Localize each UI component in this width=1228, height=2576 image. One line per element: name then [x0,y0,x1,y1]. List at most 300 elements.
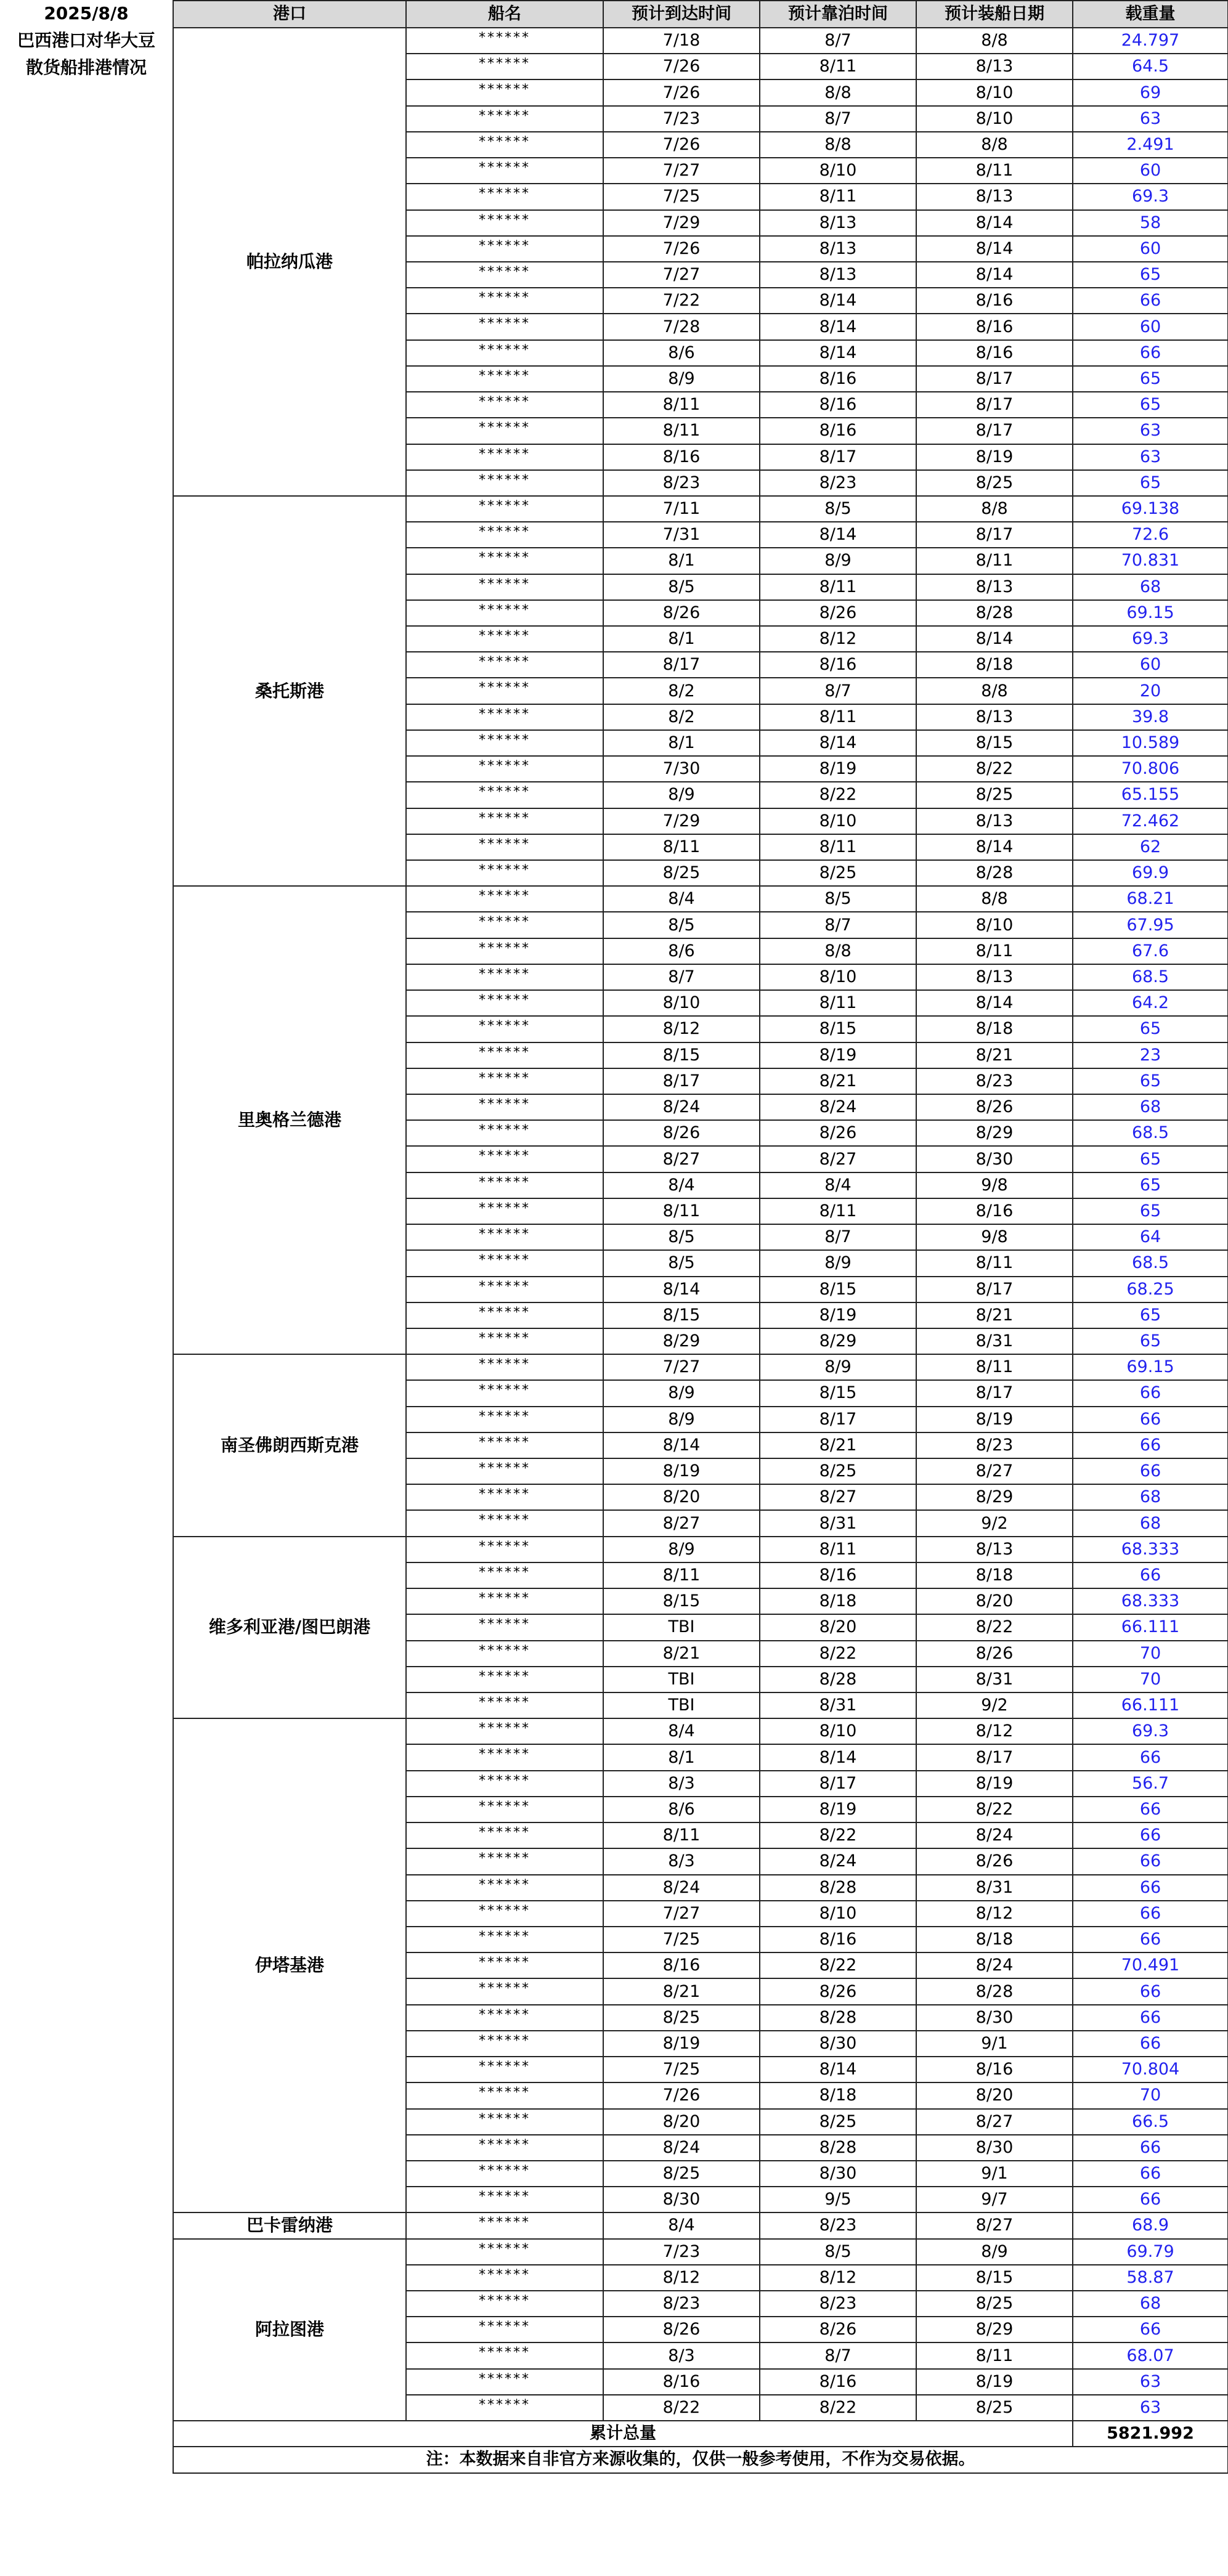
etb-cell: 8/10 [760,1718,916,1744]
eta-cell: 7/29 [603,808,760,834]
title-block [0,0,173,81]
etb-cell: 8/19 [760,1042,916,1068]
etl-cell: 8/17 [916,392,1073,418]
weight-cell: 67.6 [1073,938,1228,964]
eta-cell: 8/4 [603,1718,760,1744]
etl-cell: 8/18 [916,652,1073,678]
etb-cell: 8/13 [760,236,916,262]
etl-cell: 8/8 [916,28,1073,54]
etl-cell: 8/27 [916,1458,1073,1484]
etl-cell: 8/30 [916,2005,1073,2031]
ship-name-cell: ****** [406,1952,603,1978]
etb-cell: 9/5 [760,2187,916,2212]
weight-cell: 66 [1073,2187,1228,2212]
etb-cell: 8/27 [760,1146,916,1172]
weight-cell: 63 [1073,2369,1228,2395]
eta-cell: 8/11 [603,1198,760,1224]
report-date: 2025/8/8 [44,3,129,23]
etl-cell: 8/20 [916,1588,1073,1614]
etb-cell: 8/7 [760,2342,916,2368]
ship-name-cell: ****** [406,1588,603,1614]
ship-name-cell: ****** [406,756,603,782]
weight-cell: 66 [1073,1797,1228,1822]
etl-cell: 8/11 [916,548,1073,574]
etl-cell: 8/21 [916,1302,1073,1328]
eta-cell: TBI [603,1692,760,1718]
etb-cell: 8/22 [760,782,916,808]
weight-cell: 67.95 [1073,912,1228,938]
weight-cell: 70 [1073,2082,1228,2108]
eta-cell: 7/27 [603,1901,760,1927]
ship-name-cell: ****** [406,262,603,288]
ship-name-cell: ****** [406,132,603,158]
ship-name-cell: ****** [406,79,603,105]
etl-cell: 8/31 [916,1328,1073,1354]
eta-cell: 7/26 [603,54,760,79]
etb-cell: 8/21 [760,1068,916,1094]
etb-cell: 8/11 [760,1537,916,1562]
weight-cell: 70.804 [1073,2057,1228,2082]
etl-cell: 8/28 [916,860,1073,886]
weight-cell: 70.491 [1073,1952,1228,1978]
etb-cell: 8/10 [760,808,916,834]
etb-cell: 8/13 [760,262,916,288]
etl-cell: 8/19 [916,444,1073,470]
weight-cell: 58 [1073,210,1228,236]
ship-name-cell: ****** [406,418,603,444]
table-row [173,2239,1228,2265]
etb-cell: 8/18 [760,1588,916,1614]
etb-cell: 8/16 [760,392,916,418]
etl-cell: 8/27 [916,2109,1073,2135]
table-row [173,28,1228,54]
etb-cell: 8/15 [760,1380,916,1406]
eta-cell: 8/4 [603,2212,760,2238]
etl-cell: 8/29 [916,1120,1073,1146]
eta-cell: 8/10 [603,990,760,1016]
eta-cell: 8/26 [603,1120,760,1146]
etb-cell: 8/28 [760,1875,916,1901]
eta-cell: 8/1 [603,548,760,574]
etb-cell: 8/14 [760,340,916,366]
eta-cell: 8/5 [603,1224,760,1250]
eta-cell: 8/14 [603,1432,760,1458]
ship-name-cell: ****** [406,1771,603,1797]
eta-cell: 7/27 [603,158,760,184]
etl-cell: 8/13 [916,808,1073,834]
ship-name-cell: ****** [406,1328,603,1354]
etb-cell: 8/7 [760,106,916,132]
etl-cell: 9/7 [916,2187,1073,2212]
port-name-cell: 南圣佛朗西斯克港 [173,1354,406,1537]
etb-cell: 8/16 [760,652,916,678]
note-row [173,2447,1228,2472]
ship-name-cell: ****** [406,366,603,392]
weight-cell: 69.3 [1073,626,1228,652]
eta-cell: 7/26 [603,79,760,105]
weight-cell: 68.25 [1073,1277,1228,1302]
ship-name-cell: ****** [406,1978,603,2004]
eta-cell: 8/14 [603,1277,760,1302]
eta-cell: 8/9 [603,782,760,808]
eta-cell: 8/7 [603,964,760,990]
etl-cell: 8/13 [916,54,1073,79]
ship-name-cell: ****** [406,1901,603,1927]
ship-name-cell: ****** [406,2135,603,2161]
etl-cell: 8/24 [916,1952,1073,1978]
etl-cell: 8/8 [916,886,1073,912]
etl-cell: 8/22 [916,756,1073,782]
eta-cell: 7/28 [603,314,760,339]
weight-cell: 70.806 [1073,756,1228,782]
etb-cell: 8/22 [760,1952,916,1978]
etb-cell: 8/12 [760,2265,916,2291]
weight-cell: 68 [1073,1510,1228,1536]
eta-cell: 8/4 [603,886,760,912]
etl-cell: 8/17 [916,1744,1073,1770]
eta-cell: 8/15 [603,1588,760,1614]
eta-cell: 8/30 [603,2187,760,2212]
weight-cell: 66 [1073,2005,1228,2031]
etb-cell: 8/11 [760,184,916,209]
weight-cell: 56.7 [1073,1771,1228,1797]
eta-cell: 8/12 [603,2265,760,2291]
etl-cell: 8/16 [916,2057,1073,2082]
ship-name-cell: ****** [406,2082,603,2108]
eta-cell: 8/27 [603,1510,760,1536]
eta-cell: 8/5 [603,574,760,600]
eta-cell: 7/27 [603,262,760,288]
etb-cell: 8/8 [760,132,916,158]
ship-name-cell: ****** [406,1042,603,1068]
etl-cell: 8/17 [916,1277,1073,1302]
etb-cell: 8/14 [760,1744,916,1770]
ship-name-cell: ****** [406,470,603,496]
etb-cell: 8/31 [760,1692,916,1718]
weight-cell: 2.491 [1073,132,1228,158]
etl-cell: 8/26 [916,1848,1073,1874]
weight-cell: 60 [1073,236,1228,262]
ship-name-cell: ****** [406,2031,603,2057]
ship-name-cell: ****** [406,1120,603,1146]
eta-cell: 8/11 [603,392,760,418]
etl-cell: 8/31 [916,1667,1073,1692]
ship-name-cell: ****** [406,2187,603,2212]
etl-cell: 8/28 [916,1978,1073,2004]
etb-cell: 8/14 [760,288,916,314]
weight-cell: 58.87 [1073,2265,1228,2291]
weight-cell: 63 [1073,106,1228,132]
weight-cell: 60 [1073,314,1228,339]
etl-cell: 8/23 [916,1432,1073,1458]
etb-cell: 8/28 [760,2005,916,2031]
weight-cell: 66 [1073,1822,1228,1848]
ship-name-cell: ****** [406,626,603,652]
eta-cell: 8/15 [603,1302,760,1328]
etb-cell: 8/10 [760,964,916,990]
ship-name-cell: ****** [406,1848,603,1874]
eta-cell: 8/27 [603,1146,760,1172]
etl-cell: 9/1 [916,2161,1073,2187]
etl-cell: 8/12 [916,1718,1073,1744]
ship-name-cell: ****** [406,1562,603,1588]
etl-cell: 8/11 [916,938,1073,964]
weight-cell: 68 [1073,1094,1228,1120]
etb-cell: 8/5 [760,2239,916,2265]
weight-cell: 69.3 [1073,1718,1228,1744]
ship-name-cell: ****** [406,106,603,132]
weight-cell: 69.3 [1073,184,1228,209]
etl-cell: 9/8 [916,1172,1073,1198]
etb-cell: 8/17 [760,1771,916,1797]
ship-name-cell: ****** [406,1250,603,1276]
ship-name-cell: ****** [406,964,603,990]
etb-cell: 8/23 [760,2291,916,2317]
col-header-etb: 预计靠泊时间 [760,1,916,28]
eta-cell: 7/26 [603,236,760,262]
eta-cell: 8/3 [603,2342,760,2368]
weight-cell: 69.138 [1073,496,1228,522]
report-title-line2: 散货船排港情况 [25,57,147,78]
ship-name-cell: ****** [406,184,603,209]
ship-name-cell: ****** [406,1146,603,1172]
ship-name-cell: ****** [406,938,603,964]
etb-cell: 8/19 [760,1797,916,1822]
etb-cell: 8/16 [760,1927,916,1952]
ship-name-cell: ****** [406,1094,603,1120]
etl-cell: 8/19 [916,1771,1073,1797]
etl-cell: 9/1 [916,2031,1073,2057]
etb-cell: 8/26 [760,1978,916,2004]
ship-name-cell: ****** [406,54,603,79]
eta-cell: 7/29 [603,210,760,236]
etb-cell: 8/22 [760,2395,916,2421]
weight-cell: 65.155 [1073,782,1228,808]
etb-cell: 8/11 [760,834,916,860]
etb-cell: 8/11 [760,704,916,730]
etl-cell: 8/21 [916,1042,1073,1068]
etl-cell: 8/22 [916,1797,1073,1822]
ship-name-cell: ****** [406,1354,603,1380]
eta-cell: 8/25 [603,2161,760,2187]
ship-name-cell: ****** [406,392,603,418]
ship-name-cell: ****** [406,912,603,938]
weight-cell: 64 [1073,1224,1228,1250]
weight-cell: 72.6 [1073,522,1228,548]
etb-cell: 8/31 [760,1510,916,1536]
eta-cell: TBI [603,1667,760,1692]
eta-cell: 8/25 [603,860,760,886]
etb-cell: 8/11 [760,54,916,79]
report-title-line1: 巴西港口对华大豆 [17,30,155,51]
eta-cell: 8/15 [603,1042,760,1068]
ship-name-cell: ****** [406,1744,603,1770]
etl-cell: 8/11 [916,1354,1073,1380]
weight-cell: 60 [1073,158,1228,184]
ship-name-cell: ****** [406,1614,603,1640]
etl-cell: 8/17 [916,1380,1073,1406]
ship-name-cell: ****** [406,1510,603,1536]
etl-cell: 8/15 [916,730,1073,756]
etl-cell: 8/29 [916,2317,1073,2342]
weight-cell: 69 [1073,79,1228,105]
ship-name-cell: ****** [406,236,603,262]
etl-cell: 8/25 [916,2395,1073,2421]
ship-name-cell: ****** [406,704,603,730]
weight-cell: 64.2 [1073,990,1228,1016]
weight-cell: 65 [1073,470,1228,496]
port-name-cell: 巴卡雷纳港 [173,2212,406,2238]
eta-cell: 8/6 [603,340,760,366]
etl-cell: 8/26 [916,1094,1073,1120]
ship-name-cell: ****** [406,2109,603,2135]
etl-cell: 8/11 [916,1250,1073,1276]
eta-cell: 7/26 [603,2082,760,2108]
eta-cell: 7/26 [603,132,760,158]
eta-cell: 7/30 [603,756,760,782]
table-row [173,886,1228,912]
ship-name-cell: ****** [406,1537,603,1562]
etl-cell: 8/26 [916,1641,1073,1667]
weight-cell: 68.07 [1073,2342,1228,2368]
eta-cell: 8/1 [603,730,760,756]
weight-cell: 65 [1073,1328,1228,1354]
etl-cell: 8/30 [916,1146,1073,1172]
ship-name-cell: ****** [406,808,603,834]
etl-cell: 8/18 [916,1927,1073,1952]
vessel-lineup-table [173,0,1228,2474]
ship-name-cell: ****** [406,2057,603,2082]
etl-cell: 8/13 [916,704,1073,730]
weight-cell: 65 [1073,366,1228,392]
ship-name-cell: ****** [406,2395,603,2421]
weight-cell: 68.333 [1073,1537,1228,1562]
ship-name-cell: ****** [406,1927,603,1952]
weight-cell: 65 [1073,1198,1228,1224]
ship-name-cell: ****** [406,782,603,808]
etl-cell: 8/8 [916,132,1073,158]
etb-cell: 8/9 [760,548,916,574]
etl-cell: 8/25 [916,470,1073,496]
weight-cell: 39.8 [1073,704,1228,730]
etl-cell: 8/15 [916,2265,1073,2291]
ship-name-cell: ****** [406,2265,603,2291]
ship-name-cell: ****** [406,990,603,1016]
eta-cell: 7/25 [603,1927,760,1952]
weight-cell: 66 [1073,340,1228,366]
etb-cell: 8/25 [760,860,916,886]
ship-name-cell: ****** [406,1718,603,1744]
ship-name-cell: ****** [406,860,603,886]
weight-cell: 65 [1073,1172,1228,1198]
etl-cell: 8/17 [916,418,1073,444]
eta-cell: 8/21 [603,1978,760,2004]
etb-cell: 8/29 [760,1328,916,1354]
eta-cell: 8/1 [603,1744,760,1770]
ship-name-cell: ****** [406,28,603,54]
eta-cell: 8/26 [603,2317,760,2342]
weight-cell: 69.79 [1073,2239,1228,2265]
etb-cell: 8/20 [760,1614,916,1640]
etb-cell: 8/28 [760,1667,916,1692]
eta-cell: 8/9 [603,1407,760,1432]
weight-cell: 65 [1073,392,1228,418]
etl-cell: 8/29 [916,1484,1073,1510]
eta-cell: 8/3 [603,1771,760,1797]
weight-cell: 65 [1073,1146,1228,1172]
etl-cell: 9/2 [916,1692,1073,1718]
port-name-cell: 伊塔基港 [173,1718,406,2212]
table-row [173,1537,1228,1562]
etb-cell: 8/15 [760,1277,916,1302]
etb-cell: 8/17 [760,1407,916,1432]
etb-cell: 8/11 [760,574,916,600]
weight-cell: 62 [1073,834,1228,860]
port-name-cell: 维多利亚港/图巴朗港 [173,1537,406,1719]
etl-cell: 8/8 [916,678,1073,704]
ship-name-cell: ****** [406,1016,603,1042]
weight-cell: 66.111 [1073,1692,1228,1718]
ship-name-cell: ****** [406,600,603,626]
etb-cell: 8/22 [760,1822,916,1848]
weight-cell: 24.797 [1073,28,1228,54]
weight-cell: 66 [1073,1901,1228,1927]
ship-name-cell: ****** [406,1198,603,1224]
etb-cell: 8/22 [760,1641,916,1667]
weight-cell: 65 [1073,1068,1228,1094]
weight-cell: 66 [1073,1562,1228,1588]
etl-cell: 8/25 [916,782,1073,808]
ship-name-cell: ****** [406,1641,603,1667]
table-header-row [173,1,1228,28]
ship-name-cell: ****** [406,2161,603,2187]
ship-name-cell: ****** [406,158,603,184]
eta-cell: 8/5 [603,912,760,938]
col-header-etl: 预计装船日期 [916,1,1073,28]
weight-cell: 64.5 [1073,54,1228,79]
eta-cell: 8/24 [603,1875,760,1901]
weight-cell: 72.462 [1073,808,1228,834]
eta-cell: 8/6 [603,938,760,964]
etb-cell: 8/11 [760,1198,916,1224]
weight-cell: 66 [1073,1380,1228,1406]
etb-cell: 8/23 [760,2212,916,2238]
etb-cell: 8/23 [760,470,916,496]
ship-name-cell: ****** [406,444,603,470]
weight-cell: 69.15 [1073,600,1228,626]
etb-cell: 8/28 [760,2135,916,2161]
col-header-weight: 载重量 [1073,1,1228,28]
eta-cell: 8/11 [603,1822,760,1848]
etl-cell: 8/13 [916,574,1073,600]
etb-cell: 8/13 [760,210,916,236]
etl-cell: 8/10 [916,912,1073,938]
ship-name-cell: ****** [406,1484,603,1510]
etb-cell: 8/16 [760,1562,916,1588]
eta-cell: 7/11 [603,496,760,522]
ship-name-cell: ****** [406,1380,603,1406]
etb-cell: 8/27 [760,1484,916,1510]
etl-cell: 8/20 [916,2082,1073,2108]
etb-cell: 8/16 [760,2369,916,2395]
ship-name-cell: ****** [406,548,603,574]
etb-cell: 8/24 [760,1848,916,1874]
etl-cell: 8/11 [916,158,1073,184]
ship-name-cell: ****** [406,730,603,756]
total-value: 5821.992 [1073,2421,1228,2447]
etl-cell: 8/14 [916,834,1073,860]
etl-cell: 8/14 [916,236,1073,262]
